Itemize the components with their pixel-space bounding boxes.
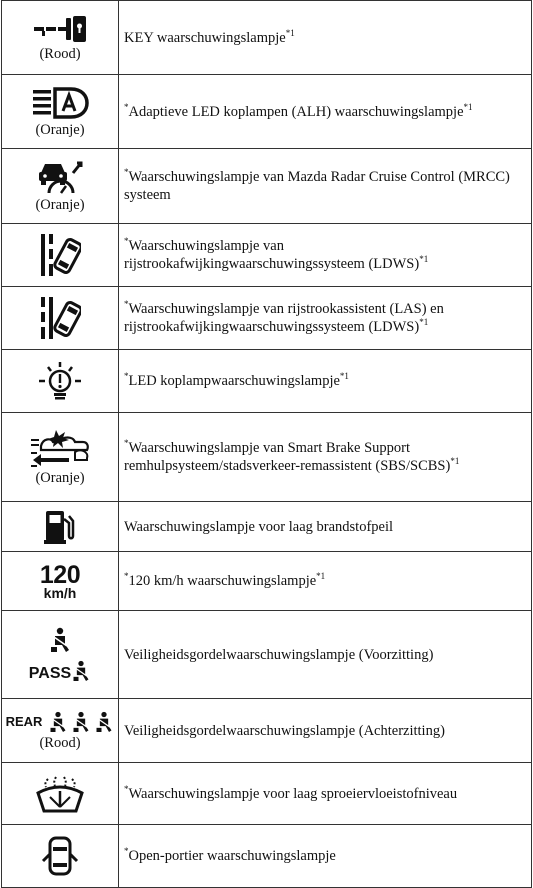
description-text: Waarschuwingslampje van Smart Brake Support remhulpsysteem/stadsverkeer-remassistent (SBS/SCBS)	[124, 440, 451, 474]
availability-star: *	[124, 299, 129, 310]
speed-value: 120	[39, 560, 81, 589]
fuel-pump-icon	[43, 509, 77, 545]
table-row	[2, 350, 532, 413]
description-cell	[119, 552, 532, 611]
lane-assist-icon	[39, 295, 81, 341]
availability-star: *	[124, 846, 129, 857]
description-cell	[119, 611, 532, 699]
description-text: Waarschuwingslampje van rijstrookassistent (LAS) en rijstrookafwijkingwaarschuwingssysteem (LDWS)	[124, 301, 444, 335]
description-cell	[119, 1, 532, 75]
icon-cell	[2, 552, 119, 611]
footnote-mark: *1	[450, 456, 460, 467]
footnote-mark: *1	[316, 571, 326, 582]
washer-fluid-icon	[34, 775, 86, 813]
table-row	[2, 611, 532, 699]
description-cell	[119, 287, 532, 350]
table-row	[2, 75, 532, 149]
icon-cell	[2, 149, 119, 224]
description-text: Veiligheidsgordelwaarschuwingslampje (Voorzitting)	[124, 646, 434, 663]
table-row	[2, 825, 532, 888]
description-text: LED koplampwaarschuwingslampje	[128, 373, 340, 389]
description-cell	[119, 825, 532, 888]
table-row	[2, 763, 532, 825]
description-cell	[119, 699, 532, 763]
description-cell	[119, 763, 532, 825]
smart-brake-support-icon	[29, 428, 91, 468]
availability-star: *	[124, 571, 129, 582]
table-row	[2, 149, 532, 224]
lane-departure-icon	[39, 232, 81, 278]
warning-lights-table	[1, 0, 532, 888]
pass-label: PASS	[28, 664, 72, 682]
seatbelt-rear-icon	[48, 711, 114, 733]
footnote-mark: *1	[339, 371, 349, 382]
description-cell	[119, 224, 532, 287]
footnote-mark: *1	[463, 101, 473, 112]
description-cell	[119, 350, 532, 413]
led-headlight-warning-icon	[38, 361, 82, 401]
description-text: Waarschuwingslampje van Mazda Radar Cruise Control (MRCC) systeem	[124, 169, 510, 203]
rear-label: REAR	[5, 714, 43, 729]
table-row	[2, 552, 532, 611]
table-row	[2, 699, 532, 763]
description-text: KEY waarschuwingslampje	[124, 29, 286, 46]
footnote-mark: *1	[419, 254, 429, 265]
availability-star: *	[124, 167, 129, 178]
seatbelt-passenger-icon	[71, 659, 91, 683]
description-cell	[119, 502, 532, 552]
color-label: (Oranje)	[35, 470, 85, 486]
table-row	[2, 502, 532, 552]
availability-star: *	[124, 101, 129, 112]
icon-cell	[2, 699, 119, 763]
color-label: (Oranje)	[35, 121, 85, 138]
description-text: 120 km/h waarschuwingslampje	[128, 573, 317, 589]
icon-cell	[2, 224, 119, 287]
description-text: Veiligheidsgordelwaarschuwingslampje (Achterzitting)	[124, 722, 445, 739]
description-text: Open-portier waarschuwingslampje	[128, 848, 336, 864]
icon-cell	[2, 350, 119, 413]
color-label: (Rood)	[39, 734, 81, 751]
footnote-mark: *1	[285, 27, 295, 38]
description-text: Adaptieve LED koplampen (ALH) waarschuwingslampje	[128, 103, 464, 120]
icon-cell	[2, 413, 119, 502]
radar-cruise-control-icon	[35, 159, 85, 195]
description-cell	[119, 75, 532, 149]
speed-120-icon	[39, 560, 81, 601]
door-open-icon	[40, 835, 80, 877]
availability-star: *	[124, 438, 129, 449]
description-cell	[119, 149, 532, 224]
description-text: Waarschuwingslampje voor laag sproeiervloeistofniveau	[128, 785, 458, 802]
icon-cell	[2, 611, 119, 699]
seatbelt-front-icon	[48, 627, 72, 653]
table-row	[2, 224, 532, 287]
adaptive-led-headlight-icon	[31, 86, 89, 120]
color-label: (Oranje)	[35, 197, 85, 213]
speed-unit: km/h	[43, 584, 77, 601]
description-text: Waarschuwingslampje voor laag brandstofpeil	[124, 518, 394, 535]
availability-star: *	[124, 236, 129, 247]
table-row	[2, 413, 532, 502]
icon-cell	[2, 1, 119, 75]
icon-cell	[2, 287, 119, 350]
table-row	[2, 287, 532, 350]
table-row	[2, 1, 532, 75]
icon-cell	[2, 825, 119, 888]
description-text: Waarschuwingslampje van rijstrookafwijkingwaarschuwingssysteem (LDWS)	[124, 238, 420, 272]
footnote-mark: *1	[419, 317, 429, 328]
key-warning-icon	[32, 14, 88, 44]
icon-cell	[2, 763, 119, 825]
availability-star: *	[124, 783, 129, 794]
color-label: (Rood)	[39, 45, 81, 62]
description-cell	[119, 413, 532, 502]
icon-cell	[2, 75, 119, 149]
icon-cell	[2, 502, 119, 552]
availability-star: *	[124, 371, 129, 382]
